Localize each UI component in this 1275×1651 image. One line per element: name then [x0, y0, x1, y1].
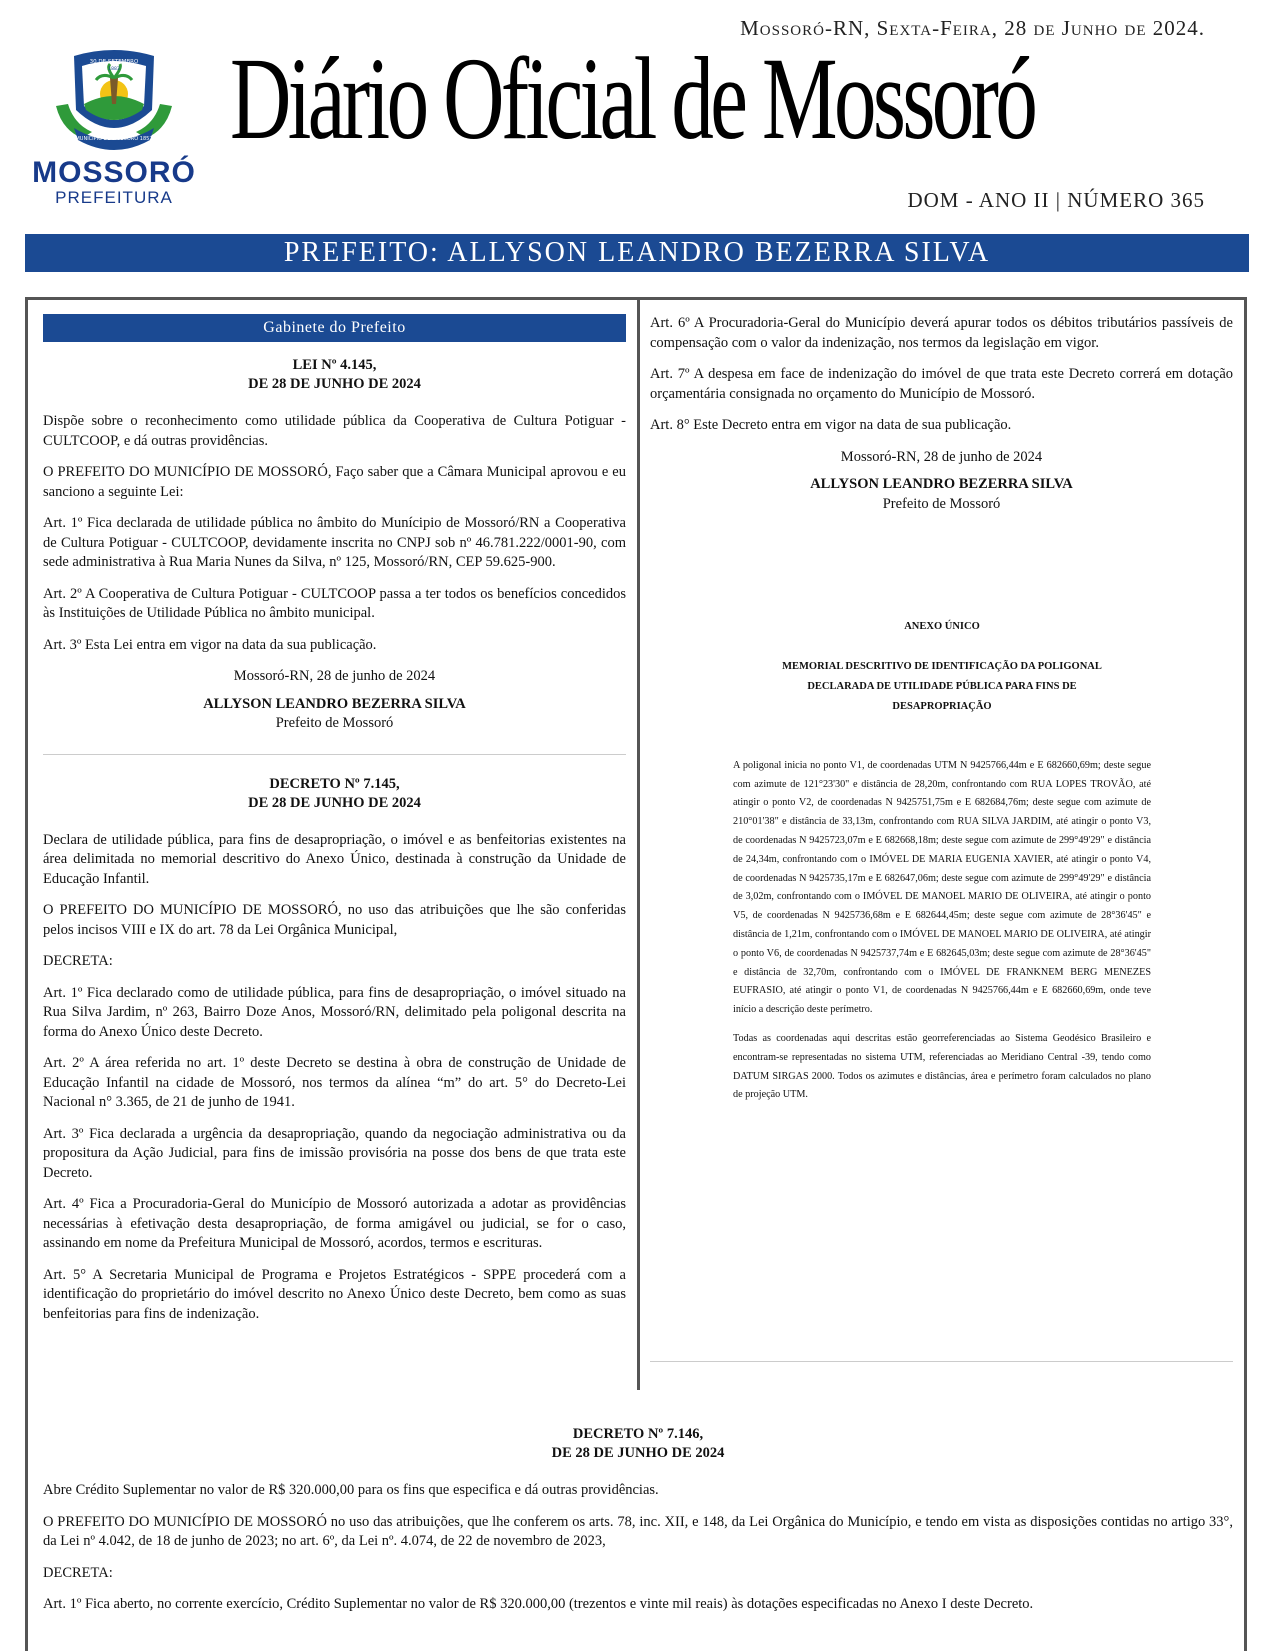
decreto-number: DECRETO Nº 7.146, — [572, 1426, 704, 1442]
lei-art1: Art. 1º Fica declarada de utilidade pública no âmbito do Munícipio de Mossoró/RN a Cooperativa de Cultura Potiguar - CULTCOOP, devidamente inscrita no CNPJ sob nº 46.781.222/0001-90, com sede administrativa à Rua Maria Nunes da Silva, nº 125, Mossoró/RN, CEP 59.625-900. — [43, 515, 626, 570]
annex-subtitle — [733, 657, 1151, 717]
decreto-signature — [650, 448, 1233, 515]
annex-subtitle-line: DESAPROPRIAÇÃO — [892, 700, 992, 712]
annex-memorial — [733, 618, 1151, 1115]
city-seal-icon — [52, 48, 176, 152]
decreto-date: DE 28 DE JUNHO DE 2024 — [551, 1445, 725, 1461]
divider — [650, 1361, 1233, 1362]
lei-date: DE 28 DE JUNHO DE 2024 — [248, 376, 421, 392]
decreto-ementa: Abre Crédito Suplementar no valor de R$ 320.000,00 para os fins que especifica e dá outras providências. — [43, 1482, 659, 1498]
column-divider — [637, 300, 640, 1390]
decreto-decreta: DECRETA: — [43, 953, 113, 969]
decreto-art8: Art. 8° Este Decreto entra em vigor na data de sua publicação. — [650, 417, 1012, 433]
decreto-art3: Art. 3º Fica declarada a urgência da desapropriação, quando da negociação administrativa ou da propositura da Ação Judicial, para fins de imissão provisória na posse dos bens de que trata este Decreto. — [43, 1125, 626, 1181]
decreto-art6: Art. 6º A Procuradoria-Geral do Município deverá apurar todos os débitos tributários passíveis de compensação com o valor da indenização, nos termos da legislação em vigor. — [650, 315, 1233, 351]
decreto-7146-title — [43, 1425, 1233, 1463]
signer-title: Prefeito de Mossoró — [275, 715, 394, 731]
place-date: Mossoró-RN, 28 de junho de 2024 — [840, 448, 1043, 465]
lei-art2: Art. 2º A Cooperativa de Cultura Potiguar - CULTCOOP passa a ter todos os benefícios concedidos às Instituições de Utilidade Pública no âmbito municipal. — [43, 585, 626, 621]
signer-name: ALLYSON LEANDRO BEZERRA SILVA — [203, 695, 466, 712]
lei-art3: Art. 3º Esta Lei entra em vigor na data da sua publicação. — [43, 636, 377, 653]
mayor-banner: PREFEITO: ALLYSON LEANDRO BEZERRA SILVA — [25, 234, 1249, 272]
divider — [43, 754, 626, 755]
seal-ribbon-text: MUNICÍPIO DE MOSSORÓ 1852 — [75, 136, 153, 142]
lei-signature — [43, 667, 626, 734]
logo-sub-text: PREFEITURA — [55, 188, 173, 207]
signer-title: Prefeito de Mossoró — [882, 495, 1001, 512]
section-header-gabinete: Gabinete do Prefeito — [43, 314, 626, 342]
decreto-art4: Art. 4º Fica a Procuradoria-Geral do Município de Mossoró autorizada a adotar as providências necessárias à efetivação desta desapropriação, de forma amigável ou judicial, se for o caso, assinando em nome da Prefeitura Municipal de Mossoró, acordos, termos e escrituras. — [43, 1196, 626, 1251]
decreto-number: DECRETO Nº 7.145, — [269, 775, 400, 792]
decreto-7146 — [43, 1425, 1233, 1627]
annex-georeference-note: Todas as coordenadas aqui descritas estão georreferenciadas ao Sistema Geodésico Brasileiro e encontram-se representadas no sistema UTM, referenciadas ao Meridiano Central -39, tendo como DATUM SIRGAS 2000. Todos os azimutes e distâncias, área e perímetro foram calculados no plano de projeção UTM. — [733, 1032, 1151, 1101]
decreto-7145-title — [43, 775, 626, 813]
decreto-ementa: Declara de utilidade pública, para fins de desapropriação, o imóvel e as benfeitorias existentes na área delimitada no memorial descritivo do Anexo Único, destinada à construção da Unidade de Educação Infantil. — [43, 831, 626, 887]
logo-brand-text: MOSSORÓ — [32, 156, 196, 189]
lei-number: LEI Nº 4.145, — [292, 357, 377, 373]
signer-name: ALLYSON LEANDRO BEZERRA SILVA — [810, 476, 1073, 492]
annex-subtitle-line: MEMORIAL DESCRITIVO DE IDENTIFICAÇÃO DA POLIGONAL — [782, 660, 1102, 672]
annex-subtitle-line: DECLARADA DE UTILIDADE PÚBLICA PARA FINS DE — [807, 680, 1077, 692]
decreto-preamble: O PREFEITO DO MUNICÍPIO DE MOSSORÓ, no uso das atribuições que lhe são conferidas pelos incisos VIII e IX do art. 78 da Lei Orgânica Municipal, — [43, 902, 626, 938]
annex-perimeter-description: A poligonal inicia no ponto V1, de coordenadas UTM N 9425766,44m e E 682660,69m; deste segue com azimute de 121°23'30" e distância de 28,20m, confrontando com RUA LOPES TROVÃO, até atingir o ponto V2, de coordenadas N 9425751,75m e E 682684,76m; deste segue com azimute de 210°01'38" e distância de 33,13m, confrontando com RUA SILVA JARDIM, até atingir o ponto V3, de coordenadas N 9425723,07m e E 682668,18m; deste segue com azimute de 299°49'29" e distância de 24,34m, confrontando com o IMÓVEL DE MARIA EUGENIA XAVIER, até atingir o ponto V4, de coordenadas N 9425735,17m e E 682647,06m; deste segue com azimute de 299°49'29" e distância de 3,02m, confrontando com o IMÓVEL DE MANOEL MARIO DE OLIVEIRA, até atingir o ponto V5, de coordenadas N 9425736,68m e E 682644,45m; deste segue com azimute de 28°36'45" e distância de 1,21m, confrontando com o IMÓVEL DE MANOEL MARIO DE OLIVEIRA, até atingir o ponto V6, de coordenadas N 9425737,74m e E 682645,03m; deste segue com azimute de 28°36'45" e distância de 32,70m, confrontando com o IMÓVEL DE FRANKNEM BERG MENEZES EUFRASIO, até atingir o ponto V1, de coordenadas N 9425766,44m e E 682660,69m, onde teve início a descrição deste perímetro. — [733, 759, 1151, 1016]
place-date: Mossoró-RN, 28 de junho de 2024 — [233, 668, 436, 684]
decreto-art1: Art. 1º Fica declarado como de utilidade pública, para fins de desapropriação, o imóvel situado na Rua Silva Jardim, nº 263, Bairro Doze Anos, Mossoró/RN, delimitado pela poligonal descrita na forma do Anexo Único deste Decreto. — [43, 984, 626, 1040]
decreto-preamble: O PREFEITO DO MUNICÍPIO DE MOSSORÓ no uso das atribuições, que lhe conferem os arts. 78, inc. XII, e 148, da Lei Orgânica do Município, e tendo em vista as disposições contidas no artigo 33°, da Lei nº 4.042, de 18 de junho de 2023; no art. 6º, da Lei nº. 4.074, de 22 de novembro de 2023, — [43, 1513, 1233, 1549]
left-column — [43, 314, 626, 1336]
decreto-art1: Art. 1º Fica aberto, no corrente exercício, Crédito Suplementar no valor de R$ 320.000,00 (trezentos e vinte mil reais) às dotações especificadas no Anexo I deste Decreto. — [43, 1596, 1034, 1612]
prefeitura-logo — [24, 48, 204, 208]
right-column — [650, 314, 1233, 534]
seal-top-text: 30 DE SETEMBRO — [89, 59, 139, 65]
decreto-art7: Art. 7º A despesa em face de indenização do imóvel de que trata este Decreto correrá em dotação orçamentária consignada no orçamento do Município de Mossoró. — [650, 366, 1233, 402]
lei-ementa: Dispõe sobre o reconhecimento como utilidade pública da Cooperativa de Cultura Potiguar - CULTCOOP, e dá outras providências. — [43, 413, 626, 449]
lei-preamble: O PREFEITO DO MUNICÍPIO DE MOSSORÓ, Faço saber que a Câmara Municipal aprovou e eu sanciono a seguinte Lei: — [43, 464, 626, 500]
decreto-art2: Art. 2º A área referida no art. 1º deste Decreto se destina à obra de construção de Unidade de Educação Infantil na cidade de Mossoró, nos termos da alínea “m” do art. 5° do Decreto-Lei Nacional n° 3.365, de 21 de junho de 1941. — [43, 1055, 626, 1110]
decreto-decreta: DECRETA: — [43, 1564, 113, 1581]
decreto-art5: Art. 5° A Secretaria Municipal de Programa e Projetos Estratégicos - SPPE procederá com a identificação do proprietário do imóvel descrito no Anexo Único deste Decreto, bem como as suas benfeitorias para fins de indenização. — [43, 1266, 626, 1322]
issue-number: DOM - ANO II | NÚMERO 365 — [907, 188, 1205, 212]
lei-title — [43, 356, 626, 394]
dateline: Mossoró-RN, Sexta-Feira, 28 de Junho de 2024. — [740, 16, 1205, 40]
masthead-title: Diário Oficial de Mossoró — [230, 33, 1035, 164]
decreto-date: DE 28 DE JUNHO DE 2024 — [248, 794, 421, 811]
annex-title: ANEXO ÚNICO — [904, 621, 980, 632]
seal-year-text: 1883 — [108, 67, 120, 72]
